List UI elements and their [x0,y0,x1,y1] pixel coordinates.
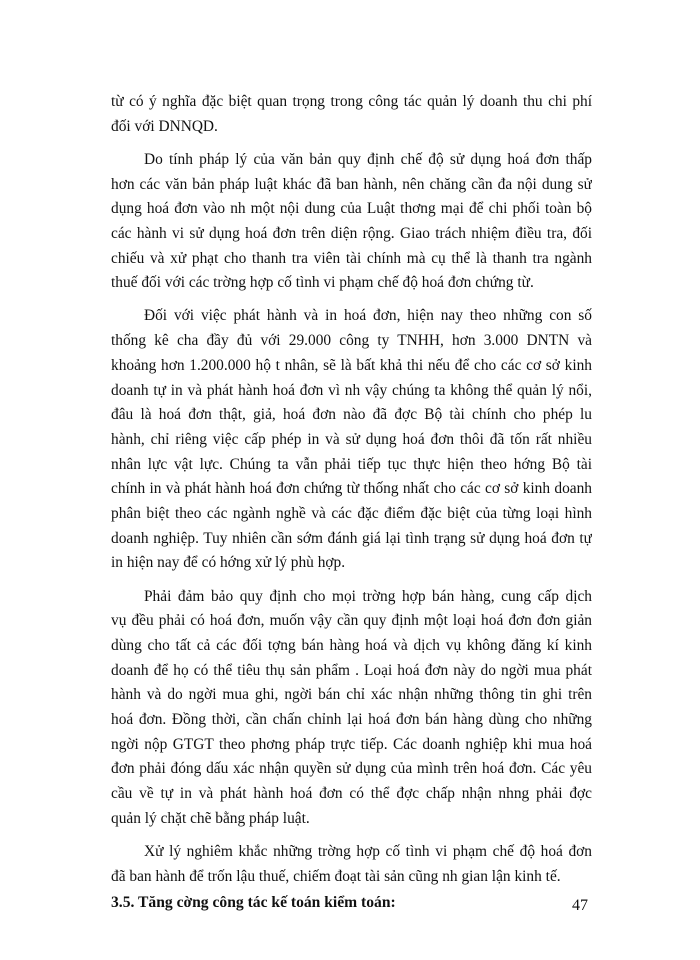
page-number: 47 [572,897,588,914]
text-line: cầu về tự in và phát hành hoá đơn có thể đợc chấp nhận nhng phải đợc [111,785,592,803]
text-line: các hành vi sử dụng hoá đơn trên diện rộng. Giao trách nhiệm điều tra, đối [111,224,592,242]
text-line: Do tính pháp lý của văn bản quy định chế độ sử dụng hoá đơn thấp [144,150,592,168]
text-line: khoảng hơn 1.200.000 hộ t nhân, sẽ là bất khả thi nếu để cho các cơ sở kinh [111,356,592,374]
text-line: dụng hoá đơn vào nh một nội dung của Luật thơng mại để chi phối toàn bộ [111,200,592,218]
text-line: hơn các văn bản pháp luật khác đã ban hành, nên chăng cần đa nội dung sử [111,175,592,193]
paragraph-2 [111,148,592,296]
text-line: thuế đối với các trờng hợp cố tình vi phạm chế độ hoá đơn chứng từ. [111,274,534,292]
text-line: doanh nghiệp. Tuy nhiên cần sớm đánh giá lại tình trạng sử dụng hoá đơn tự [111,529,592,547]
paragraph-3 [111,304,592,576]
text-line: thống kê cha đầy đủ với 29.000 công ty TNHH, hơn 3.000 DNTN và [111,332,592,350]
text-line: từ có ý nghĩa đặc biệt quan trọng trong công tác quản lý doanh thu chi phí [111,93,592,110]
text-line: in hiện nay để có hớng xử lý phù hợp. [111,554,346,572]
text-line: hành, chỉ riêng việc cấp phép in và sử dụng hoá đơn thôi đã tốn rất nhiều [111,430,592,448]
paragraph-1 [111,90,592,139]
text-line: Phải đảm bảo quy định cho mọi trờng hợp bán hàng, cung cấp dịch [144,587,592,605]
text-line: đơn phải đóng dấu xác nhận quyền sử dụng của mình trên hoá đơn. Các yêu [111,760,592,778]
text-line: doanh tự in và phát hành hoá đơn vì nh vậy chúng ta không thể quản lý nổi, [111,381,592,399]
text-line: doanh để họ có thể tiêu thụ sản phẩm . Loại hoá đơn này do ngời mua phát [111,661,592,679]
text-line: hoá đơn. Đồng thời, cần chấn chỉnh lại hoá đơn bán hàng dùng cho những [111,711,592,729]
text-line: dùng cho tất cả các đối tợng bán hàng hoá và dịch vụ không đăng kí kinh [111,636,592,654]
text-line: Đối với việc phát hành và in hoá đơn, hiện nay theo những con số [144,307,592,325]
text-line: vụ đều phải có hoá đơn, muốn vậy cần quy định một loại hoá đơn đơn giản [111,612,592,630]
text-line: Xử lý nghiêm khắc những trờng hợp cố tình vi phạm chế độ hoá đơn [144,842,592,860]
text-line: đã ban hành để trốn lậu thuế, chiếm đoạt tài sản cũng nh gian lận kinh tế. [111,867,561,885]
text-line: chính in và phát hành hoá đơn chứng từ thống nhất cho các cơ sở kinh doanh [111,480,592,498]
text-line: ngời nộp GTGT theo phơng pháp trực tiếp. Các doanh nghiệp khi mua hoá [111,735,592,753]
text-line: chiếu và xử phạt cho thanh tra viên tài chính mà cụ thể là thanh tra ngành [111,249,592,267]
section-heading: 3.5. Tăng cờng công tác kế toán kiểm toán: [111,894,396,912]
text-line: hành và do ngời mua ghi, ngời bán chỉ xác nhận những thông tin ghi trên [111,686,592,704]
paragraph-5 [111,840,592,889]
text-line: quản lý chặt chẽ bằng pháp luật. [111,809,310,827]
text-line: nhân lực vật lực. Chúng ta vẫn phải tiếp tục thực hiện theo hớng Bộ tài [111,455,592,473]
text-line: đối với DNNQD. [111,117,218,135]
paragraph-4 [111,585,592,832]
text-line: phân biệt theo các ngành nghề và các đặc điểm đặc biệt của từng loại hình [111,505,592,523]
document-body [111,90,592,915]
text-line: đâu là hoá đơn thật, giả, hoá đơn nào đã đợc Bộ tài chính cho phép lu [111,406,592,424]
